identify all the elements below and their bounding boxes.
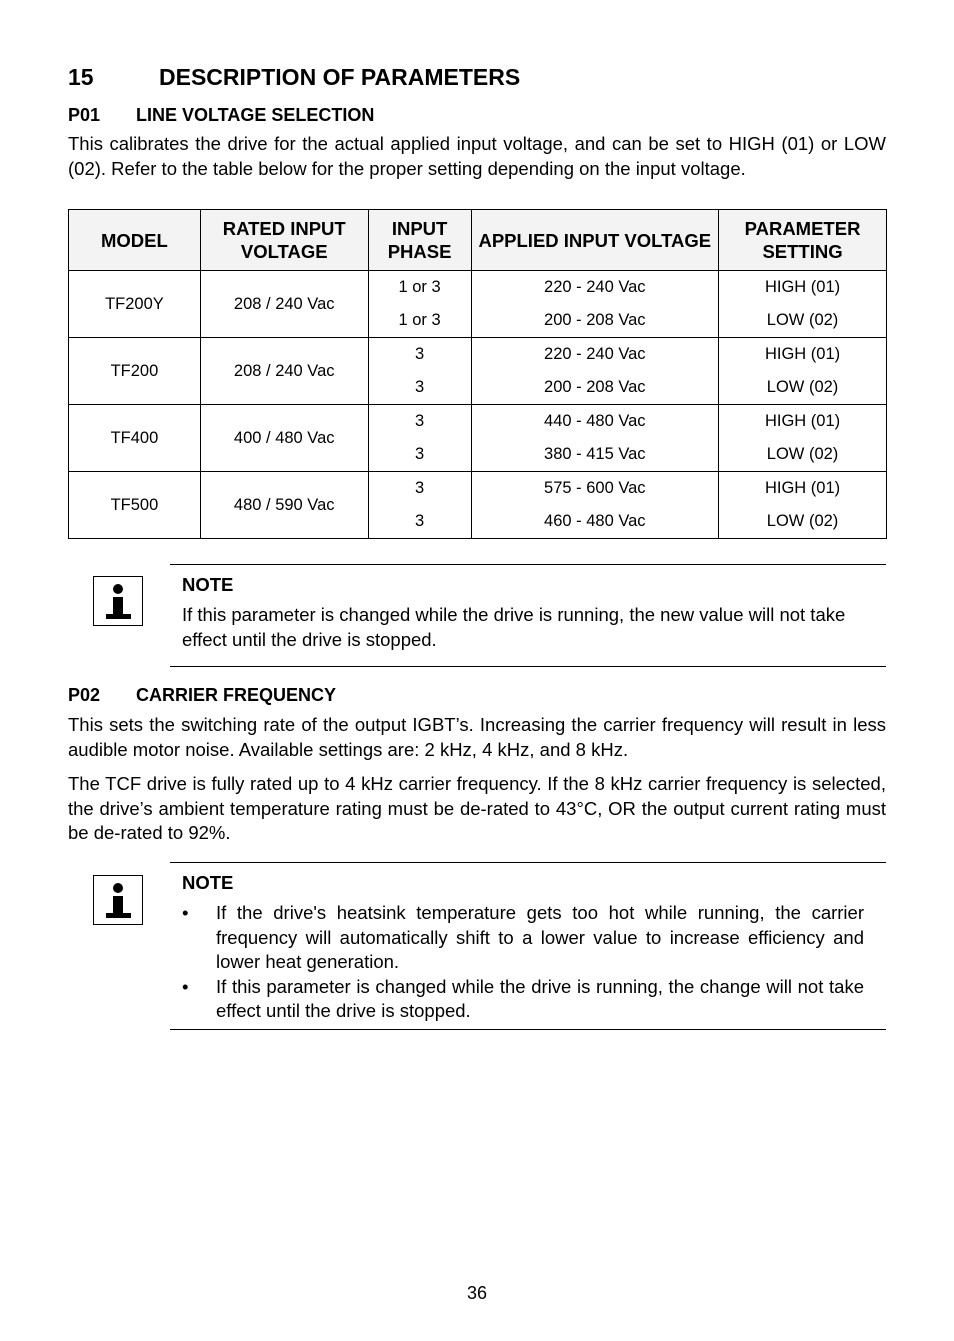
p02-description: This sets the switching rate of the output IGBT’s. Increasing the carrier frequency will result in less audible motor noise. Available settings are: 2 kHz, 4 kHz, and 8 kHz. (68, 714, 886, 760)
applied-voltage-cell: 200 - 208 Vac (471, 371, 719, 405)
rated-voltage-cell: 208 / 240 Vac (200, 271, 368, 338)
note-box-line-voltage (170, 564, 886, 667)
applied-voltage-cell: 440 - 480 Vac (471, 405, 719, 439)
rated-voltage-cell: 480 / 590 Vac (200, 472, 368, 539)
table-row (69, 271, 887, 305)
header-input-phase: INPUT PHASE (368, 210, 471, 271)
phase-cell: 3 (368, 405, 471, 439)
note-heading: NOTE (182, 872, 234, 893)
applied-voltage-cell: 200 - 208 Vac (471, 304, 719, 338)
p01-heading (68, 105, 374, 126)
bullet-text: If this parameter is changed while the drive is running, the change will not take effect until the drive is stopped. (216, 975, 864, 1021)
table-row (69, 405, 887, 439)
info-icon (93, 875, 143, 925)
phase-cell: 3 (368, 472, 471, 506)
setting-cell: LOW (02) (719, 438, 887, 472)
model-cell: TF400 (69, 405, 201, 472)
phase-cell: 3 (368, 438, 471, 472)
setting-cell: HIGH (01) (719, 338, 887, 372)
section-heading (68, 64, 520, 91)
rated-voltage-cell: 208 / 240 Vac (200, 338, 368, 405)
note-heading: NOTE (182, 574, 234, 595)
applied-voltage-cell: 220 - 240 Vac (471, 338, 719, 372)
applied-voltage-cell: 220 - 240 Vac (471, 271, 719, 305)
applied-voltage-cell: 380 - 415 Vac (471, 438, 719, 472)
setting-cell: LOW (02) (719, 505, 887, 539)
header-model: MODEL (69, 210, 201, 271)
list-item (182, 975, 864, 1024)
p01-code: P01 (68, 105, 101, 125)
model-cell: TF200Y (69, 271, 201, 338)
p02-code: P02 (68, 685, 101, 705)
section-title: DESCRIPTION OF PARAMETERS (159, 64, 521, 90)
list-item (182, 901, 864, 975)
table-header-row (69, 210, 887, 271)
rated-voltage-cell: 400 / 480 Vac (200, 405, 368, 472)
phase-cell: 3 (368, 338, 471, 372)
header-applied-input-voltage: APPLIED INPUT VOLTAGE (471, 210, 719, 271)
header-rated-input-voltage: RATED INPUT VOLTAGE (200, 210, 368, 271)
setting-cell: LOW (02) (719, 371, 887, 405)
page-number: 36 (466, 1283, 488, 1303)
phase-cell: 1 or 3 (368, 271, 471, 305)
p02-derating-text: The TCF drive is fully rated up to 4 kHz carrier frequency. If the 8 kHz carrier frequency is selected, the drive’s ambient temperature rating must be de-rated to 43°C, OR the output current rating must be de-rated to 92%. (68, 773, 886, 843)
p02-heading (68, 685, 336, 706)
info-icon (93, 576, 143, 626)
p02-title: CARRIER FREQUENCY (136, 685, 337, 705)
bullet-mark: • (182, 902, 189, 923)
note-text: If this parameter is changed while the drive is running, the new value will not take effect until the drive is stopped. (182, 604, 846, 650)
setting-cell: HIGH (01) (719, 405, 887, 439)
setting-cell: HIGH (01) (719, 472, 887, 506)
table-row (69, 472, 887, 506)
setting-cell: HIGH (01) (719, 271, 887, 305)
model-cell: TF200 (69, 338, 201, 405)
table-row (69, 338, 887, 372)
note-bullet-list (182, 901, 864, 1024)
setting-cell: LOW (02) (719, 304, 887, 338)
note-box-carrier-frequency (170, 862, 886, 1030)
phase-cell: 3 (368, 371, 471, 405)
phase-cell: 1 or 3 (368, 304, 471, 338)
bullet-mark: • (182, 975, 189, 997)
bullet-text: If the drive's heatsink temperature gets too hot while running, the carrier frequency will automatically shift to a lower value to increase efficiency and lower heat generation. (216, 902, 864, 972)
p01-description: This calibrates the drive for the actual applied input voltage, and can be set to HIGH (01) or LOW (02). Refer to the table below for the proper setting depending on the input voltage. (68, 133, 886, 179)
note-bullets-wrap (182, 901, 864, 1024)
applied-voltage-cell: 575 - 600 Vac (471, 472, 719, 506)
phase-cell: 3 (368, 505, 471, 539)
voltage-selection-table (68, 209, 887, 539)
applied-voltage-cell: 460 - 480 Vac (471, 505, 719, 539)
section-number: 15 (68, 64, 94, 90)
p01-title: LINE VOLTAGE SELECTION (136, 105, 375, 125)
model-cell: TF500 (69, 472, 201, 539)
header-parameter-setting: PARAMETER SETTING (719, 210, 887, 271)
